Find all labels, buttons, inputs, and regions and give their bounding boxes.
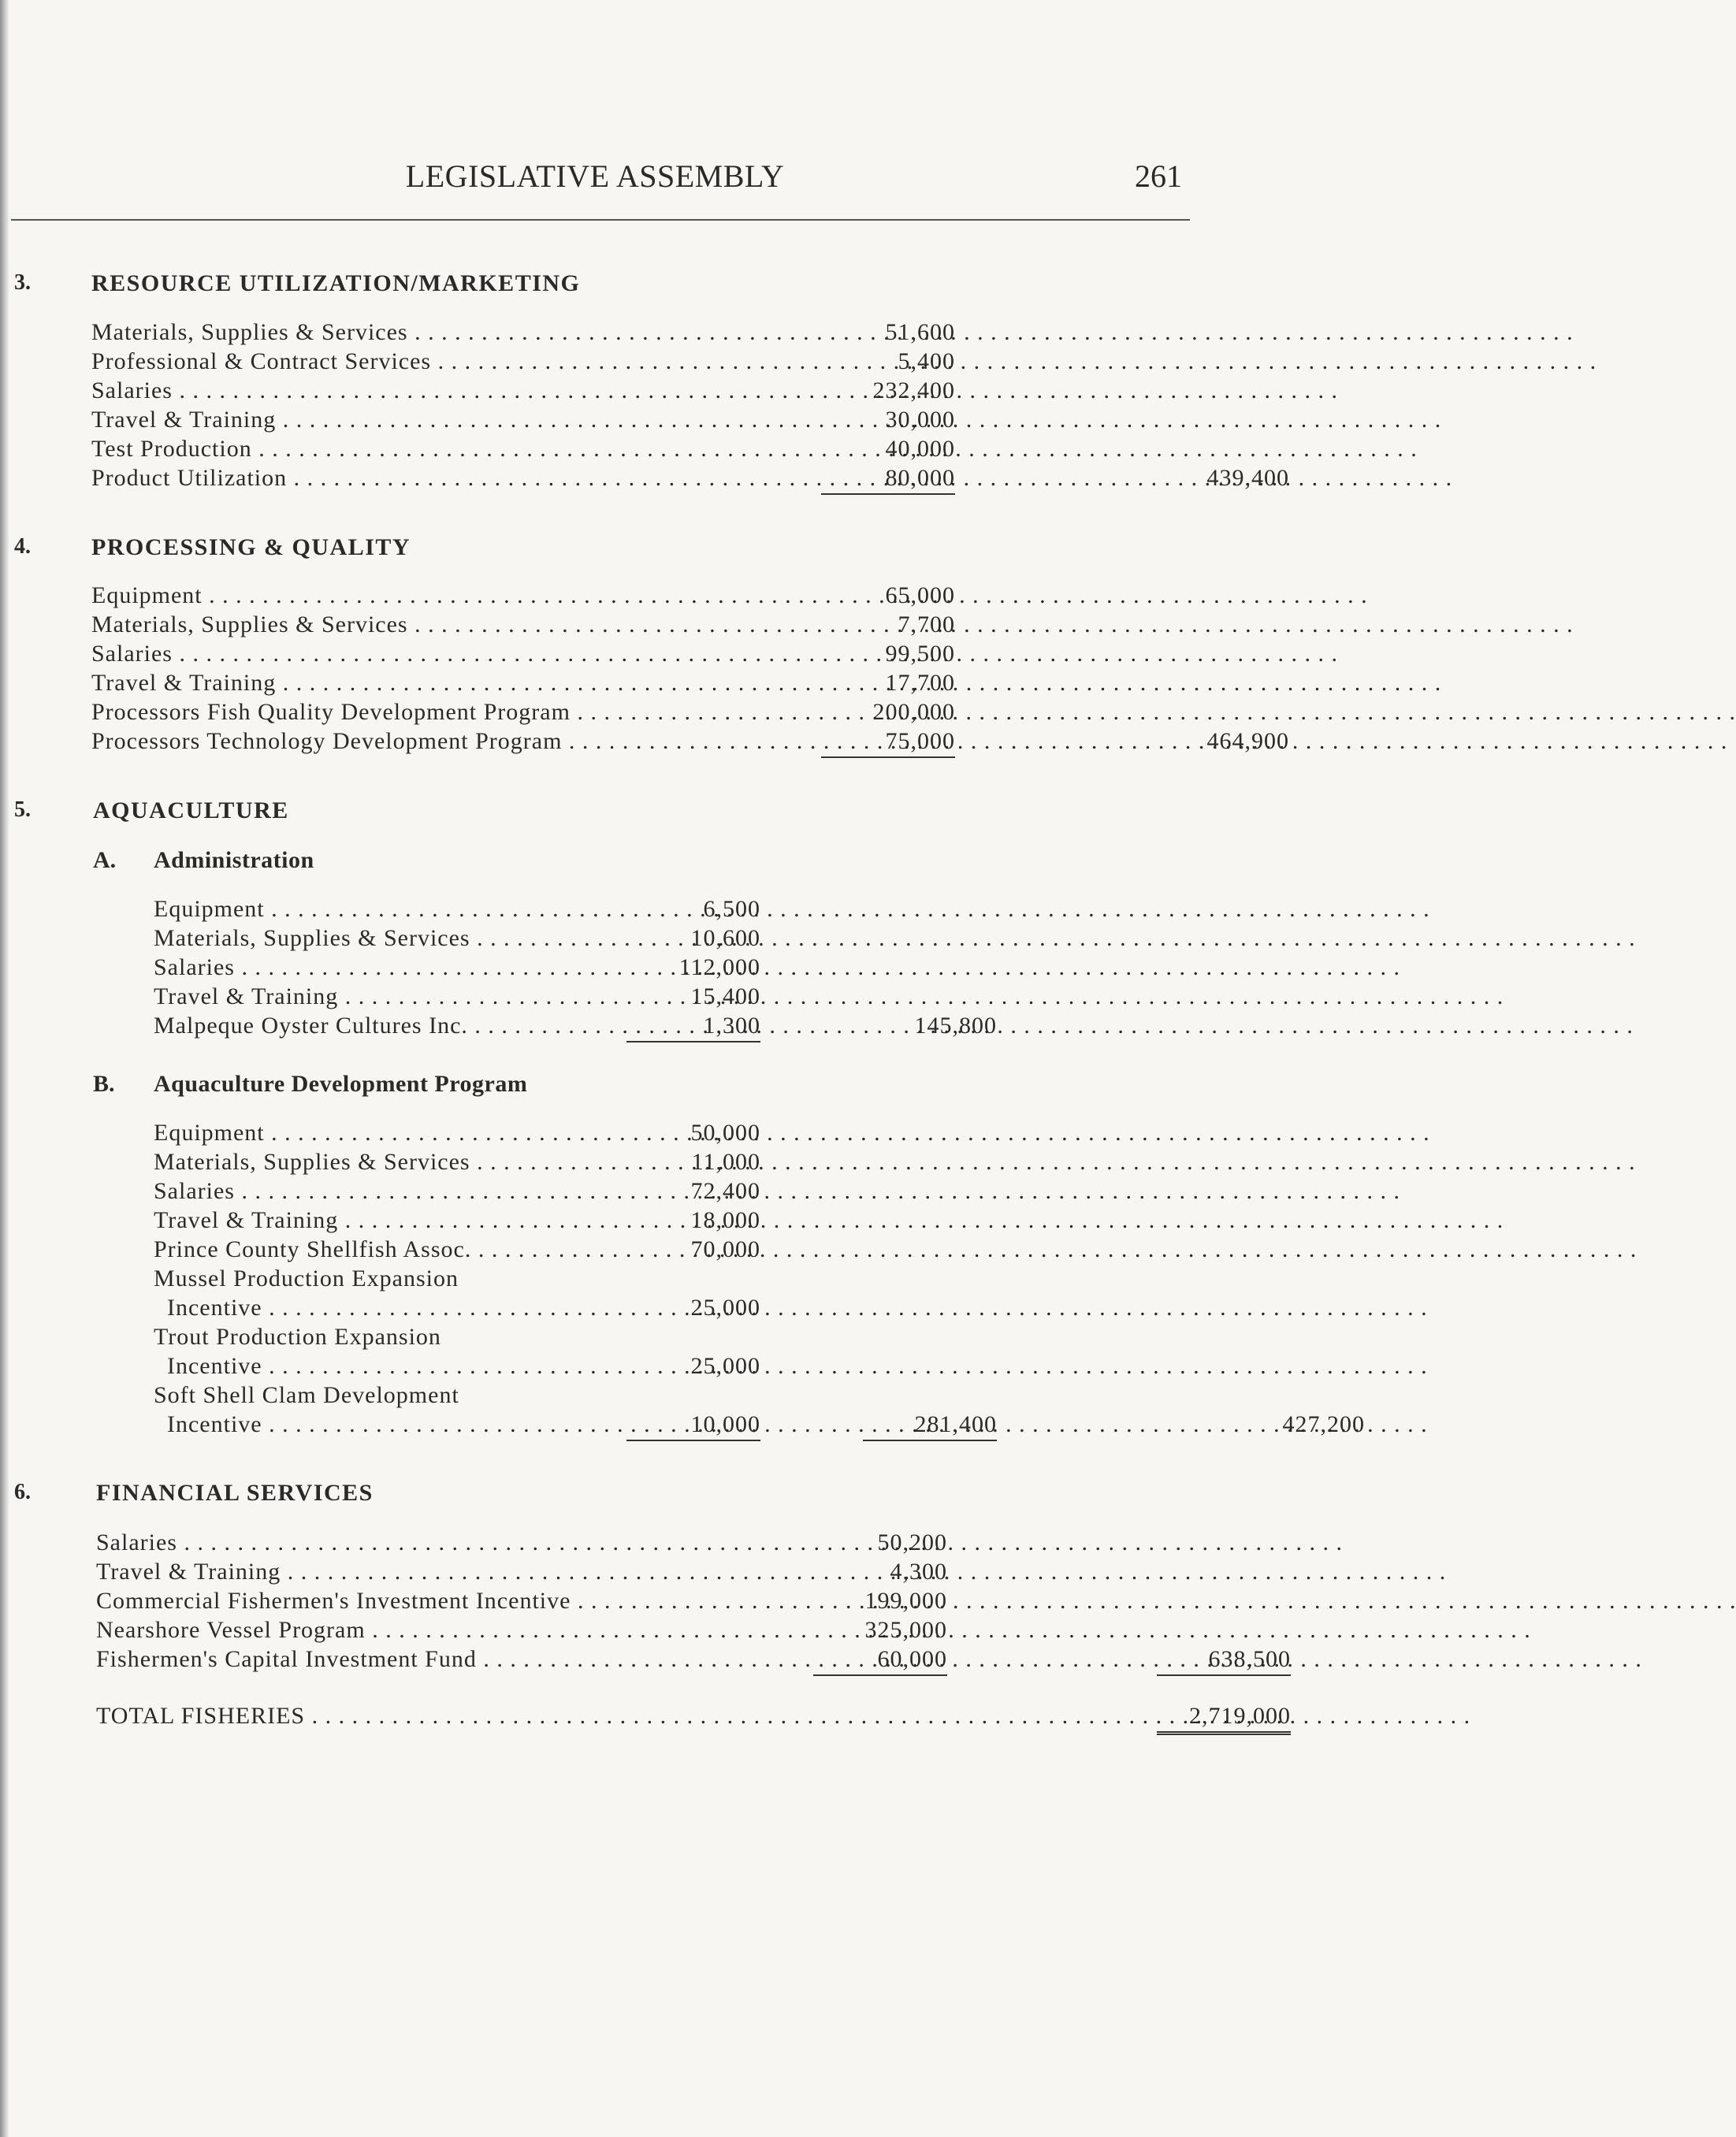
line-item-amount: 18,000 [690, 1207, 760, 1233]
line-item-label: Materials, Supplies & Services . . . [91, 611, 801, 638]
subsection-title: Aquaculture Development Program [154, 1071, 528, 1097]
line-item-label: Salaries . . . [91, 377, 801, 404]
line-item-amount: 11,000 [691, 1149, 760, 1175]
subsection-total: 281,400 [863, 1411, 997, 1441]
page-spine-shadow [0, 0, 9, 2137]
line-item-label: Soft Shell Clam Development [154, 1382, 459, 1408]
line-item-amount: 325,000 [864, 1617, 947, 1643]
line-item-label: Test Production . . . [91, 436, 801, 463]
line-item-label: Professional & Contract Services . . . [91, 348, 801, 375]
page-number: 261 [1135, 158, 1182, 194]
section-number: 6. [14, 1480, 31, 1504]
section-number: 3. [14, 270, 31, 295]
line-item-amount: 4,300 [890, 1559, 947, 1585]
line-item-label: Equipment . . . [91, 582, 801, 609]
line-item-amount: 232,400 [872, 377, 955, 403]
line-item-amount: 25,000 [690, 1353, 760, 1379]
line-item-amount: 72,400 [690, 1178, 760, 1204]
section-total: 427,200 [1282, 1411, 1365, 1437]
line-item-label: Salaries . . . [154, 1178, 607, 1205]
line-item-label: Materials, Supplies & Services . . . [154, 1149, 607, 1176]
section-number: 5. [14, 797, 31, 822]
line-item-amount: 99,500 [885, 641, 955, 667]
line-item-label: Travel & Training . . . [96, 1559, 805, 1585]
grand-total-label: TOTAL FISHERIES . . . [96, 1703, 1002, 1730]
line-item-label: Materials, Supplies & Services . . . [91, 319, 801, 346]
line-item-label: Malpeque Oyster Cultures Inc. . . . [154, 1013, 607, 1039]
subsection-letter: A. [93, 847, 117, 873]
line-item-label: Commercial Fishermen's Investment Incentive . . . [96, 1588, 805, 1615]
line-item-label: Mussel Production Expansion [154, 1265, 459, 1291]
page-header-title: LEGISLATIVE ASSEMBLY [405, 158, 785, 194]
line-item-amount: 40,000 [885, 436, 955, 462]
line-item-label: Incentive . . . [167, 1295, 607, 1321]
section-title: RESOURCE UTILIZATION/MARKETING [91, 270, 581, 296]
grand-total-amount: 2,719,000 [1157, 1703, 1291, 1735]
line-item-label: Prince County Shellfish Assoc. . . . [154, 1236, 607, 1263]
line-item-amount: 15,400 [690, 983, 760, 1009]
subsection-total: 145,800 [914, 1013, 997, 1039]
line-item-label: Travel & Training . . . [154, 1207, 607, 1234]
line-item-amount: 50,200 [877, 1529, 947, 1555]
line-item-amount: 51,600 [885, 319, 955, 345]
line-item-amount: 60,000 [813, 1646, 947, 1676]
line-item-label: Fishermen's Capital Investment Fund . . . [96, 1646, 805, 1673]
line-item-amount: 1,300 [626, 1013, 760, 1042]
line-item-amount: 5,400 [898, 348, 955, 374]
line-item-amount: 70,000 [690, 1236, 760, 1262]
line-item-label: Equipment . . . [154, 896, 607, 923]
line-item-label: Product Utilization . . . [91, 465, 801, 492]
header-rule [11, 219, 1190, 221]
line-item-amount: 6,500 [703, 896, 760, 922]
line-item-amount: 17,700 [885, 670, 955, 696]
line-item-label: Nearshore Vessel Program . . . [96, 1617, 805, 1644]
line-item-amount: 10,000 [626, 1411, 760, 1441]
line-item-amount: 50,000 [690, 1120, 760, 1146]
line-item-label: Travel & Training . . . [154, 983, 607, 1010]
line-item-amount: 80,000 [821, 465, 955, 495]
line-item-label: Travel & Training . . . [91, 407, 801, 433]
line-item-label: Travel & Training . . . [91, 670, 801, 697]
line-item-label: Salaries . . . [96, 1529, 805, 1556]
section-title: AQUACULTURE [93, 797, 289, 823]
line-item-amount: 199,000 [864, 1588, 947, 1614]
section-title: PROCESSING & QUALITY [91, 534, 411, 560]
line-item-label: Incentive . . . [167, 1353, 607, 1380]
line-item-label: Processors Fish Quality Development Program . . . [91, 699, 801, 726]
line-item-amount: 75,000 [821, 728, 955, 758]
line-item-label: Salaries . . . [154, 954, 607, 981]
line-item-amount: 25,000 [690, 1295, 760, 1321]
section-number: 4. [14, 534, 31, 559]
line-item-amount: 65,000 [885, 582, 955, 608]
line-item-amount: 200,000 [872, 699, 955, 725]
line-item-label: Trout Production Expansion [154, 1324, 441, 1350]
line-item-label: Incentive . . . [167, 1411, 607, 1438]
line-item-label: Materials, Supplies & Services . . . [154, 925, 607, 952]
line-item-label: Salaries . . . [91, 641, 801, 667]
section-total: 439,400 [1206, 465, 1289, 491]
subsection-title: Administration [154, 847, 314, 873]
section-total: 464,900 [1206, 728, 1289, 754]
section-total: 638,500 [1157, 1646, 1291, 1676]
line-item-amount: 112,000 [678, 954, 760, 980]
line-item-amount: 7,700 [898, 611, 955, 637]
line-item-amount: 30,000 [885, 407, 955, 433]
line-item-amount: 10,600 [690, 925, 760, 951]
subsection-letter: B. [93, 1071, 115, 1097]
section-title: FINANCIAL SERVICES [96, 1480, 374, 1506]
line-item-label: Equipment . . . [154, 1120, 607, 1147]
line-item-label: Processors Technology Development Program . . . [91, 728, 801, 755]
